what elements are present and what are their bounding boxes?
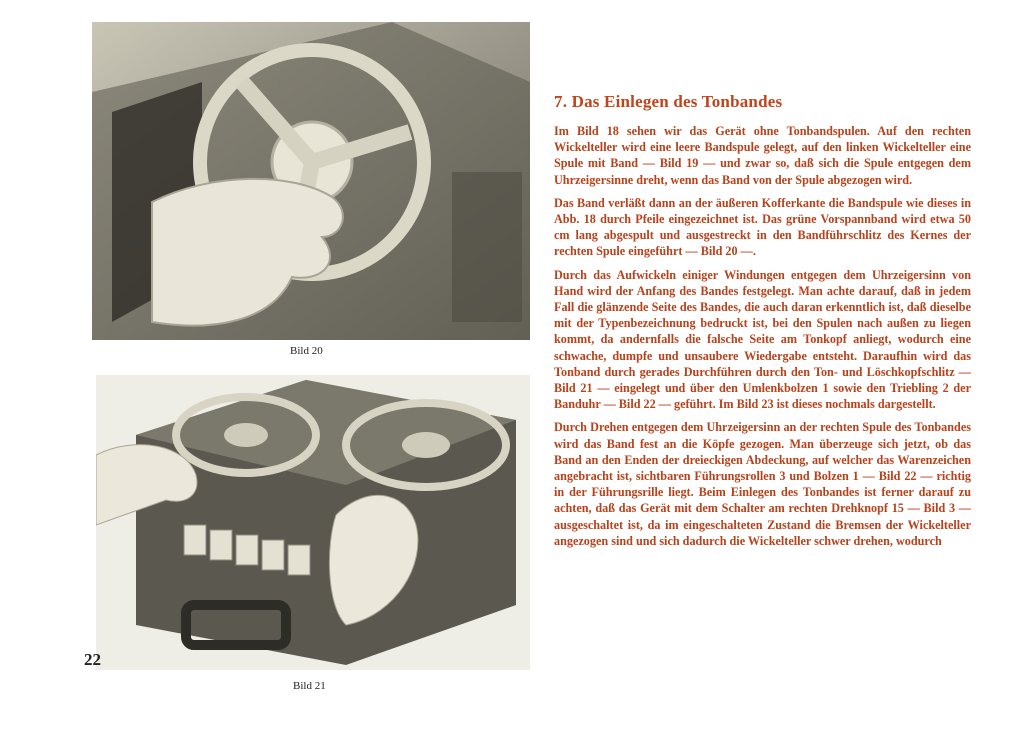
- paragraph-2: Das Band verläßt dann an der äußeren Kofferkante die Bandspule wie dieses in Abb. 18 durch Pfeile eingezeichnet ist. Das grüne Vorspannband wird etwa 50 cm lang abgespult und ausgestreckt in den Bandführschlitz des Kernes der rechten Spule eingeführt — Bild 20 —.: [554, 195, 971, 259]
- section-text: [554, 92, 971, 556]
- recorder-photo-illustration: [96, 375, 530, 670]
- section-heading: 7. Das Einlegen des Tonbandes: [554, 92, 783, 111]
- paragraph-4: Durch Drehen entgegen dem Uhrzeigersinn an der rechten Spule des Tonbandes wird das Band fest an die Köpfe gezogen. Man überzeuge sich jetzt, ob das Band an den Enden der dreieckigen Abdeckung, auf welcher das Warenzeichen angebracht ist, sichtbaren Führungsrollen 3 und Bolzen 1 — Bild 22 — richtig in der Führungsrille liegt. Beim Einlegen des Tonbandes ist ferner darauf zu achten, daß das Gerät mit dem Schalter am rechten Drehknopf 15 — Bild 3 — ausgeschaltet ist, da im eingeschalteten Zustand die Bremsen der Wickelteller angezogen sind und sich dadurch die Wickelteller schwer drehen, wodurch: [554, 420, 971, 548]
- page-number: 22: [84, 650, 101, 669]
- paragraph-3: Durch das Aufwickeln einiger Windungen entgegen dem Uhrzeigersinn von Hand wird der Anfang des Bandes festgelegt. Man achte darauf, daß in jedem Fall die glänzende Seite des Bandes, die auch daran erkenntlich ist, daß dieselbe mit der Typenbezeichnung bedruckt ist, bei den Spulen nach außen zu liegen kommt, da andernfalls die falsche Seite am Tonkopf anliegt, wodurch eine schwache, dumpfe und unsaubere Wiedergabe entsteht. Daraufhin wird das Tonband durch gerades Durchführen durch den Ton- und Löschkopfschlitz — Bild 21 — eingelegt und über den Umlenkbolzen 1 sowie den Triebling 2 der Banduhr — Bild 22 — geführt. Im Bild 23 ist dieses nochmals dargestellt.: [554, 267, 971, 412]
- paragraph-1: Im Bild 18 sehen wir das Gerät ohne Tonbandspulen. Auf den rechten Wickelteller wird eine leere Bandspule gelegt, auf den linken Wickelteller eine Spule mit Band — Bild 19 — und zwar so, daß sich die Spule entgegen dem Uhrzeigersinne dreht, wenn das Band von der Spule abgezogen wird.: [554, 124, 971, 187]
- photo-bild-21: [96, 375, 530, 670]
- figure-caption-bild-20: Bild 20: [290, 345, 323, 357]
- reel-photo-illustration: [92, 22, 530, 340]
- figure-caption-bild-21: Bild 21: [293, 680, 326, 692]
- photo-bild-20: [92, 22, 530, 340]
